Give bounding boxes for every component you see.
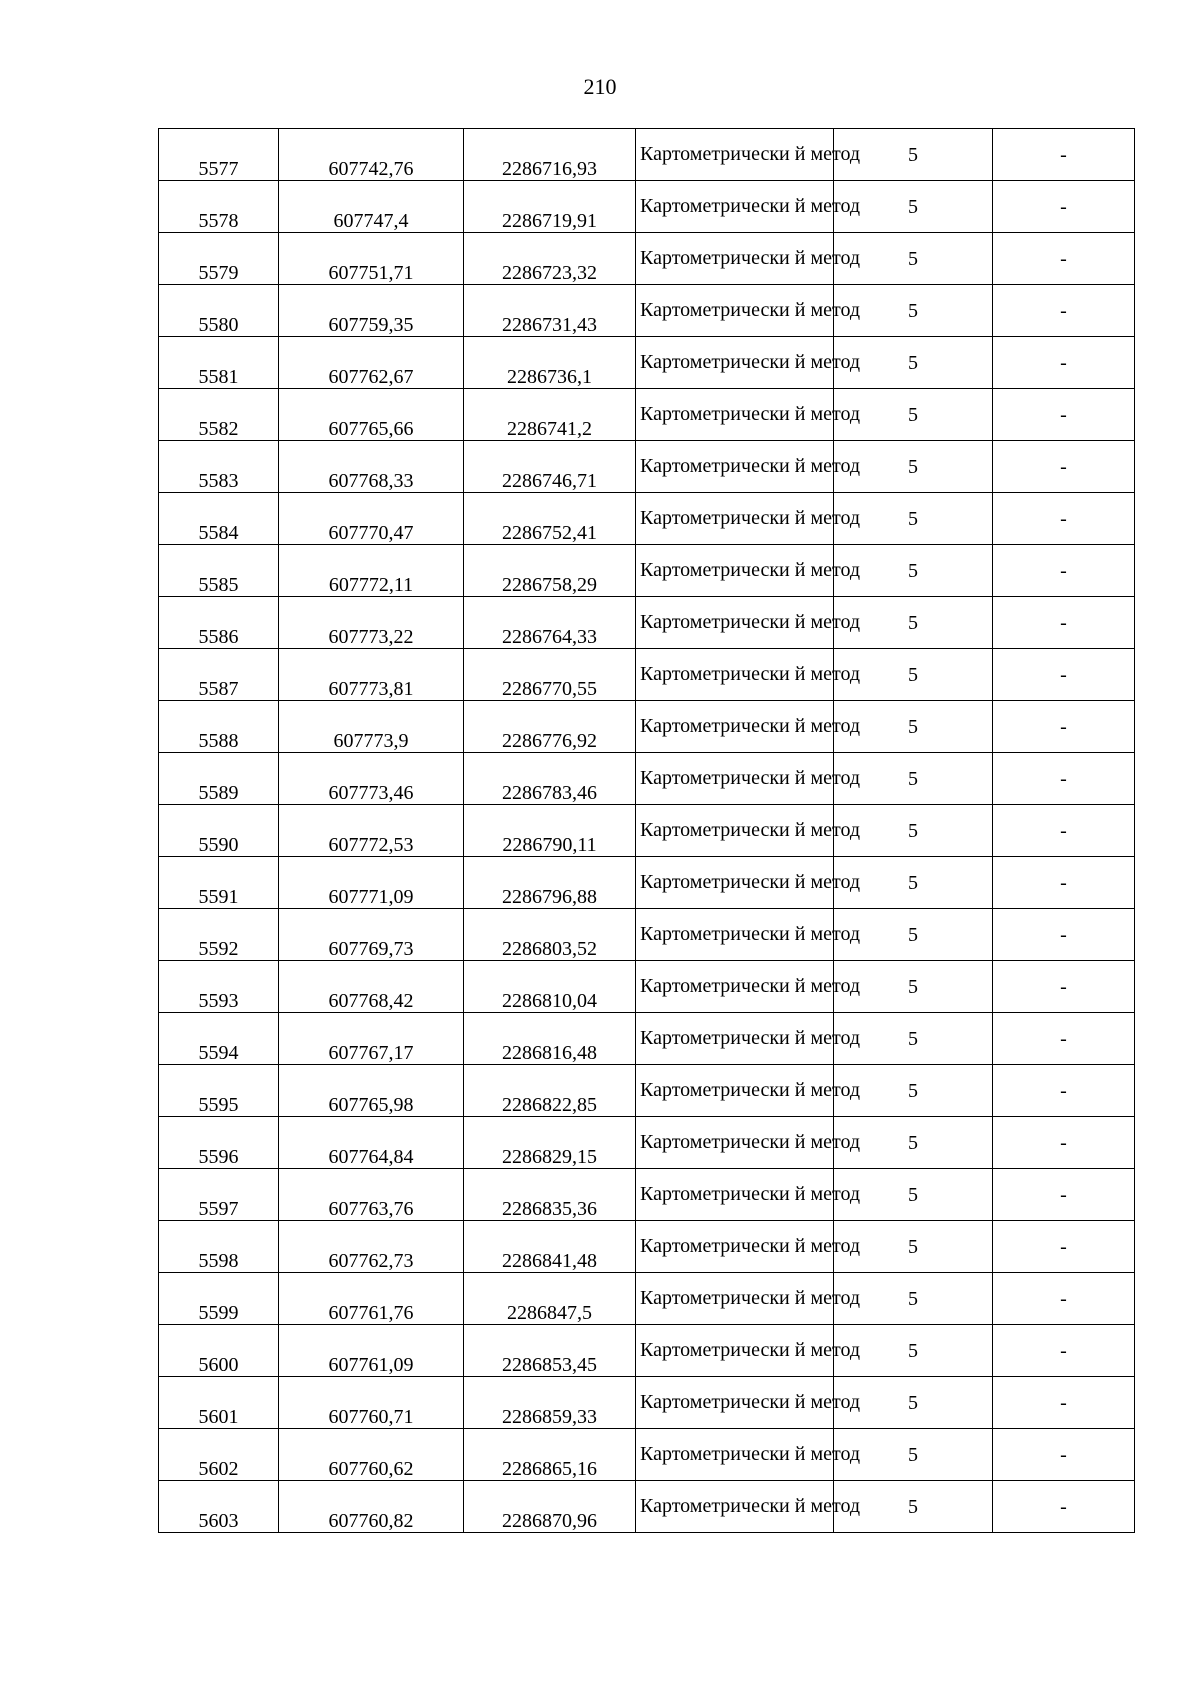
y-coordinate-cell: 2286829,15 [464, 1117, 636, 1169]
table-row [159, 1117, 1135, 1169]
accuracy-cell: 5 [834, 1065, 993, 1117]
y-coordinate-cell: 2286723,32 [464, 233, 636, 285]
method-cell: Картометрически й метод [636, 857, 834, 909]
x-coordinate-cell: 607772,53 [279, 805, 464, 857]
point-number-cell: 5578 [159, 181, 279, 233]
point-number-cell: 5588 [159, 701, 279, 753]
note-cell: - [993, 701, 1135, 753]
x-coordinate-cell: 607763,76 [279, 1169, 464, 1221]
y-coordinate-cell: 2286810,04 [464, 961, 636, 1013]
method-cell: Картометрически й метод [636, 233, 834, 285]
y-coordinate-cell: 2286776,92 [464, 701, 636, 753]
point-number-cell: 5584 [159, 493, 279, 545]
accuracy-cell: 5 [834, 181, 993, 233]
point-number-cell: 5585 [159, 545, 279, 597]
method-cell: Картометрически й метод [636, 1273, 834, 1325]
note-cell: - [993, 1221, 1135, 1273]
accuracy-cell: 5 [834, 597, 993, 649]
x-coordinate-cell: 607759,35 [279, 285, 464, 337]
x-coordinate-cell: 607762,67 [279, 337, 464, 389]
note-cell: - [993, 753, 1135, 805]
y-coordinate-cell: 2286796,88 [464, 857, 636, 909]
accuracy-cell: 5 [834, 1221, 993, 1273]
accuracy-cell: 5 [834, 701, 993, 753]
point-number-cell: 5602 [159, 1429, 279, 1481]
x-coordinate-cell: 607768,33 [279, 441, 464, 493]
y-coordinate-cell: 2286752,41 [464, 493, 636, 545]
x-coordinate-cell: 607772,11 [279, 545, 464, 597]
note-cell: - [993, 389, 1135, 441]
method-cell: Картометрически й метод [636, 649, 834, 701]
method-cell: Картометрически й метод [636, 1065, 834, 1117]
note-cell: - [993, 1117, 1135, 1169]
method-cell: Картометрически й метод [636, 129, 834, 181]
coordinates-table-body [159, 129, 1135, 1533]
accuracy-cell: 5 [834, 493, 993, 545]
y-coordinate-cell: 2286865,16 [464, 1429, 636, 1481]
y-coordinate-cell: 2286736,1 [464, 337, 636, 389]
note-cell: - [993, 1377, 1135, 1429]
note-cell: - [993, 857, 1135, 909]
note-cell: - [993, 181, 1135, 233]
table-row [159, 233, 1135, 285]
point-number-cell: 5580 [159, 285, 279, 337]
point-number-cell: 5593 [159, 961, 279, 1013]
x-coordinate-cell: 607764,84 [279, 1117, 464, 1169]
method-cell: Картометрически й метод [636, 1325, 834, 1377]
note-cell: - [993, 1013, 1135, 1065]
note-cell: - [993, 493, 1135, 545]
method-cell: Картометрически й метод [636, 285, 834, 337]
table-row [159, 493, 1135, 545]
accuracy-cell: 5 [834, 1481, 993, 1533]
method-cell: Картометрически й метод [636, 753, 834, 805]
table-row [159, 1169, 1135, 1221]
method-cell: Картометрически й метод [636, 1429, 834, 1481]
point-number-cell: 5587 [159, 649, 279, 701]
y-coordinate-cell: 2286746,71 [464, 441, 636, 493]
x-coordinate-cell: 607760,82 [279, 1481, 464, 1533]
method-cell: Картометрически й метод [636, 1117, 834, 1169]
table-row [159, 181, 1135, 233]
accuracy-cell: 5 [834, 337, 993, 389]
point-number-cell: 5594 [159, 1013, 279, 1065]
x-coordinate-cell: 607762,73 [279, 1221, 464, 1273]
note-cell: - [993, 1273, 1135, 1325]
y-coordinate-cell: 2286803,52 [464, 909, 636, 961]
x-coordinate-cell: 607770,47 [279, 493, 464, 545]
table-row [159, 1065, 1135, 1117]
point-number-cell: 5598 [159, 1221, 279, 1273]
point-number-cell: 5577 [159, 129, 279, 181]
y-coordinate-cell: 2286731,43 [464, 285, 636, 337]
x-coordinate-cell: 607760,71 [279, 1377, 464, 1429]
table-row [159, 441, 1135, 493]
note-cell: - [993, 233, 1135, 285]
method-cell: Картометрически й метод [636, 961, 834, 1013]
accuracy-cell: 5 [834, 1169, 993, 1221]
x-coordinate-cell: 607765,66 [279, 389, 464, 441]
point-number-cell: 5579 [159, 233, 279, 285]
x-coordinate-cell: 607767,17 [279, 1013, 464, 1065]
x-coordinate-cell: 607765,98 [279, 1065, 464, 1117]
x-coordinate-cell: 607747,4 [279, 181, 464, 233]
method-cell: Картометрически й метод [636, 337, 834, 389]
y-coordinate-cell: 2286822,85 [464, 1065, 636, 1117]
table-row [159, 961, 1135, 1013]
table-row [159, 285, 1135, 337]
point-number-cell: 5582 [159, 389, 279, 441]
note-cell: - [993, 805, 1135, 857]
accuracy-cell: 5 [834, 753, 993, 805]
table-row [159, 1377, 1135, 1429]
table-row [159, 337, 1135, 389]
y-coordinate-cell: 2286764,33 [464, 597, 636, 649]
point-number-cell: 5603 [159, 1481, 279, 1533]
method-cell: Картометрически й метод [636, 597, 834, 649]
y-coordinate-cell: 2286790,11 [464, 805, 636, 857]
method-cell: Картометрически й метод [636, 1221, 834, 1273]
y-coordinate-cell: 2286783,46 [464, 753, 636, 805]
accuracy-cell: 5 [834, 857, 993, 909]
accuracy-cell: 5 [834, 961, 993, 1013]
table-row [159, 701, 1135, 753]
table-row [159, 805, 1135, 857]
x-coordinate-cell: 607751,71 [279, 233, 464, 285]
note-cell: - [993, 649, 1135, 701]
point-number-cell: 5599 [159, 1273, 279, 1325]
point-number-cell: 5601 [159, 1377, 279, 1429]
point-number-cell: 5591 [159, 857, 279, 909]
x-coordinate-cell: 607771,09 [279, 857, 464, 909]
accuracy-cell: 5 [834, 1377, 993, 1429]
method-cell: Картометрически й метод [636, 441, 834, 493]
table-row [159, 909, 1135, 961]
point-number-cell: 5590 [159, 805, 279, 857]
method-cell: Картометрически й метод [636, 1377, 834, 1429]
note-cell: - [993, 1481, 1135, 1533]
accuracy-cell: 5 [834, 441, 993, 493]
point-number-cell: 5597 [159, 1169, 279, 1221]
note-cell: - [993, 337, 1135, 389]
point-number-cell: 5581 [159, 337, 279, 389]
table-row [159, 1013, 1135, 1065]
y-coordinate-cell: 2286835,36 [464, 1169, 636, 1221]
x-coordinate-cell: 607761,76 [279, 1273, 464, 1325]
note-cell: - [993, 545, 1135, 597]
note-cell: - [993, 285, 1135, 337]
x-coordinate-cell: 607769,73 [279, 909, 464, 961]
accuracy-cell: 5 [834, 129, 993, 181]
accuracy-cell: 5 [834, 1325, 993, 1377]
x-coordinate-cell: 607742,76 [279, 129, 464, 181]
method-cell: Картометрически й метод [636, 909, 834, 961]
method-cell: Картометрически й метод [636, 1169, 834, 1221]
y-coordinate-cell: 2286719,91 [464, 181, 636, 233]
accuracy-cell: 5 [834, 545, 993, 597]
table-row [159, 753, 1135, 805]
method-cell: Картометрически й метод [636, 493, 834, 545]
accuracy-cell: 5 [834, 389, 993, 441]
coordinates-table [158, 128, 1135, 1533]
y-coordinate-cell: 2286716,93 [464, 129, 636, 181]
note-cell: - [993, 1169, 1135, 1221]
method-cell: Картометрически й метод [636, 701, 834, 753]
x-coordinate-cell: 607773,81 [279, 649, 464, 701]
method-cell: Картометрически й метод [636, 389, 834, 441]
table-row [159, 1429, 1135, 1481]
table-row [159, 1273, 1135, 1325]
point-number-cell: 5583 [159, 441, 279, 493]
point-number-cell: 5600 [159, 1325, 279, 1377]
method-cell: Картометрически й метод [636, 545, 834, 597]
table-row [159, 1481, 1135, 1533]
method-cell: Картометрически й метод [636, 805, 834, 857]
point-number-cell: 5589 [159, 753, 279, 805]
method-cell: Картометрически й метод [636, 1013, 834, 1065]
note-cell: - [993, 129, 1135, 181]
x-coordinate-cell: 607768,42 [279, 961, 464, 1013]
accuracy-cell: 5 [834, 649, 993, 701]
y-coordinate-cell: 2286847,5 [464, 1273, 636, 1325]
point-number-cell: 5596 [159, 1117, 279, 1169]
accuracy-cell: 5 [834, 1117, 993, 1169]
accuracy-cell: 5 [834, 805, 993, 857]
table-row [159, 1325, 1135, 1377]
note-cell: - [993, 597, 1135, 649]
note-cell: - [993, 441, 1135, 493]
y-coordinate-cell: 2286770,55 [464, 649, 636, 701]
accuracy-cell: 5 [834, 1273, 993, 1325]
note-cell: - [993, 1325, 1135, 1377]
accuracy-cell: 5 [834, 909, 993, 961]
note-cell: - [993, 961, 1135, 1013]
table-row [159, 649, 1135, 701]
point-number-cell: 5586 [159, 597, 279, 649]
x-coordinate-cell: 607773,46 [279, 753, 464, 805]
accuracy-cell: 5 [834, 1013, 993, 1065]
table-row [159, 1221, 1135, 1273]
x-coordinate-cell: 607773,22 [279, 597, 464, 649]
table-row [159, 389, 1135, 441]
y-coordinate-cell: 2286841,48 [464, 1221, 636, 1273]
accuracy-cell: 5 [834, 1429, 993, 1481]
y-coordinate-cell: 2286816,48 [464, 1013, 636, 1065]
accuracy-cell: 5 [834, 285, 993, 337]
accuracy-cell: 5 [834, 233, 993, 285]
note-cell: - [993, 1429, 1135, 1481]
x-coordinate-cell: 607761,09 [279, 1325, 464, 1377]
method-cell: Картометрически й метод [636, 1481, 834, 1533]
y-coordinate-cell: 2286870,96 [464, 1481, 636, 1533]
point-number-cell: 5595 [159, 1065, 279, 1117]
x-coordinate-cell: 607760,62 [279, 1429, 464, 1481]
page-number: 210 [583, 74, 617, 99]
x-coordinate-cell: 607773,9 [279, 701, 464, 753]
table-row [159, 545, 1135, 597]
method-cell: Картометрически й метод [636, 181, 834, 233]
y-coordinate-cell: 2286859,33 [464, 1377, 636, 1429]
y-coordinate-cell: 2286758,29 [464, 545, 636, 597]
y-coordinate-cell: 2286741,2 [464, 389, 636, 441]
y-coordinate-cell: 2286853,45 [464, 1325, 636, 1377]
table-row [159, 129, 1135, 181]
table-row [159, 857, 1135, 909]
note-cell: - [993, 909, 1135, 961]
table-row [159, 597, 1135, 649]
note-cell: - [993, 1065, 1135, 1117]
point-number-cell: 5592 [159, 909, 279, 961]
